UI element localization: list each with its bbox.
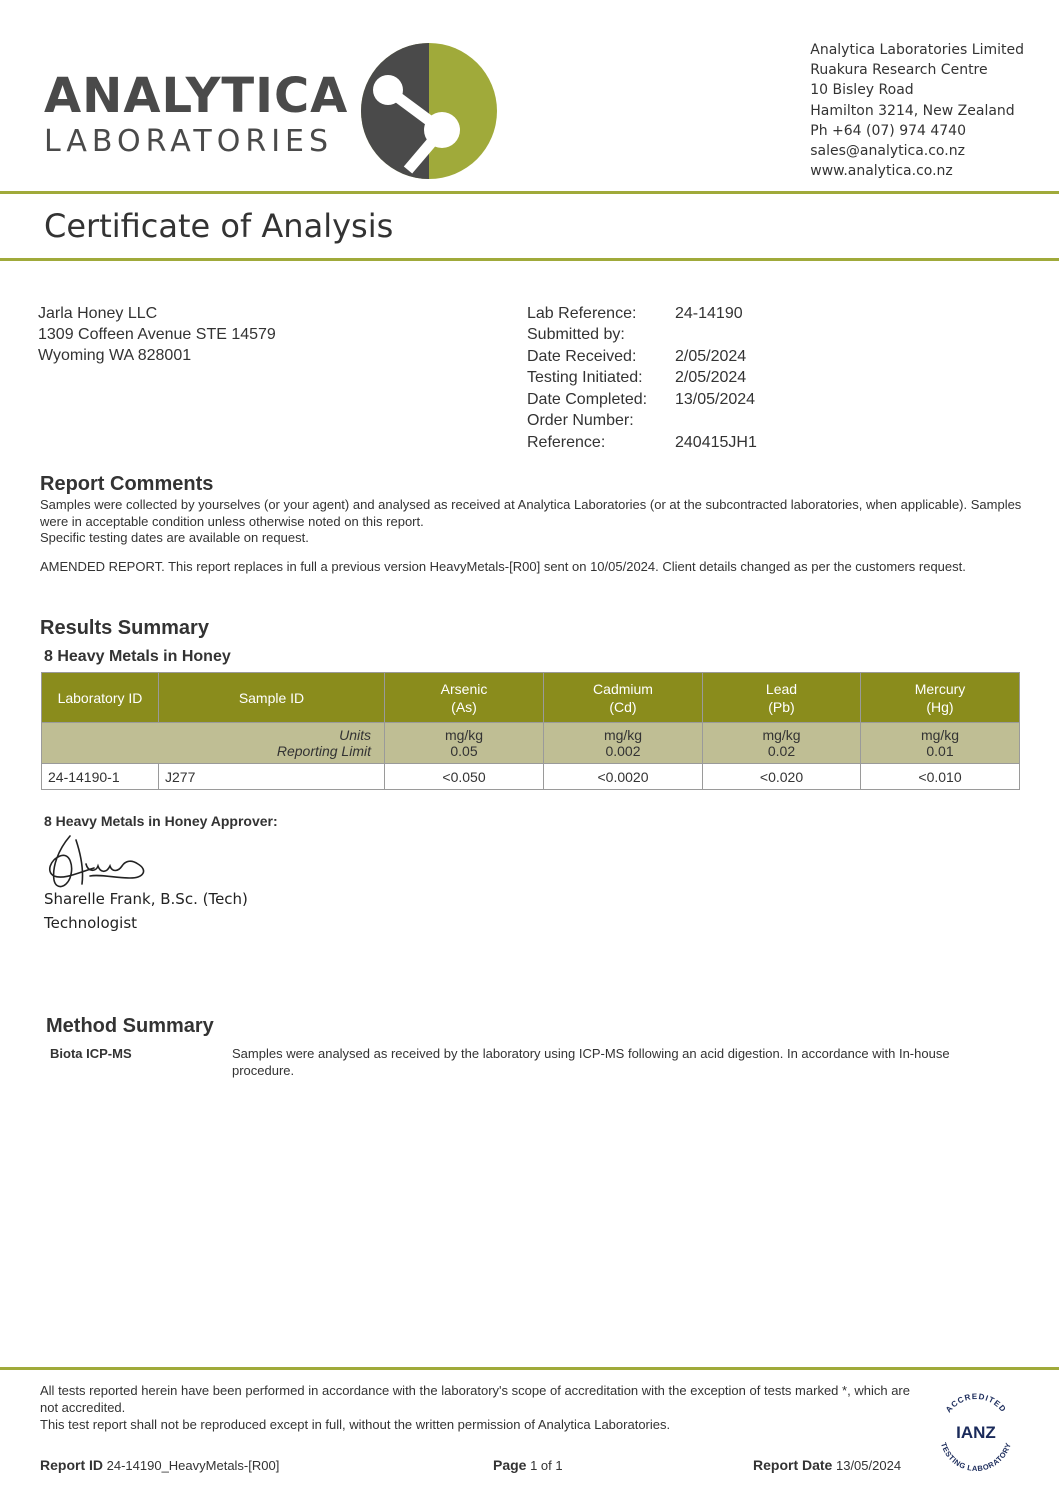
col-header-lab-id: Laboratory ID xyxy=(42,673,159,723)
page-title: Certificate of Analysis xyxy=(44,207,394,245)
cell-sample-id: J277 xyxy=(159,764,385,790)
results-heading: Results Summary xyxy=(40,617,209,639)
approver-heading: 8 Heavy Metals in Honey Approver: xyxy=(44,813,278,829)
report-id-label: Report ID xyxy=(40,1457,103,1473)
lab-info-label: Reference: xyxy=(527,433,606,451)
lab-info-label: Date Received: xyxy=(527,347,637,365)
unit-limit-cell xyxy=(703,723,861,764)
lab-info-label: Date Completed: xyxy=(527,390,648,408)
address-line: Analytica Laboratories Limited xyxy=(810,42,1024,58)
col-header-analyte xyxy=(861,673,1020,723)
lab-info-label: Order Number: xyxy=(527,412,634,430)
logo-molecule-icon xyxy=(358,40,500,182)
unit-limit-cell xyxy=(385,723,544,764)
reporting-limit-label: Reporting Limit xyxy=(276,743,371,759)
address-line: 10 Bisley Road xyxy=(810,82,914,99)
svg-text:TESTING LABORATORY xyxy=(939,1441,1013,1473)
reporting-limit: 0.01 xyxy=(926,743,954,759)
col-header-analyte xyxy=(703,673,861,723)
approver-role: Technologist xyxy=(44,914,138,932)
comment-paragraph: Specific testing dates are available on request. xyxy=(40,530,309,545)
report-comments-body xyxy=(40,497,1025,547)
disclaimer-line: All tests reported herein have been performed in accordance with the laboratory's scope of accreditation with the exception of tests marked *, which are not accredited. xyxy=(40,1383,910,1415)
svg-text:ACCREDITED xyxy=(944,1392,1008,1414)
reporting-limit: 0.02 xyxy=(767,743,796,759)
analyte-symbol: (As) xyxy=(451,698,477,715)
analyte-name: Cadmium xyxy=(593,680,653,697)
analyte-name: Mercury xyxy=(914,680,966,697)
report-date-label: Report Date xyxy=(753,1457,833,1473)
lab-info-row xyxy=(527,368,757,390)
address-line: Ruakura Research Centre xyxy=(810,62,988,79)
method-heading: Method Summary xyxy=(46,1015,214,1037)
ianz-accreditation-badge-icon xyxy=(928,1383,1024,1479)
unit-limit-cell xyxy=(861,723,1020,764)
analyte-name: Arsenic xyxy=(440,680,488,697)
footer-disclaimer xyxy=(40,1382,910,1433)
results-table xyxy=(41,672,1020,790)
unit: mg/kg xyxy=(603,727,643,743)
analyte-name: Lead xyxy=(765,680,798,697)
address-website: www.analytica.co.nz xyxy=(810,163,953,180)
address-phone: Ph +64 (07) 974 4740 xyxy=(810,122,966,139)
units-label: Units xyxy=(339,727,371,743)
col-header-sample-id: Sample ID xyxy=(159,673,385,723)
client-address xyxy=(38,303,276,366)
lab-info-row xyxy=(527,303,757,325)
results-subheading: 8 Heavy Metals in Honey xyxy=(44,648,231,665)
reporting-limit: 0.05 xyxy=(450,743,478,759)
lab-info-row xyxy=(527,411,757,433)
approver-name: Sharelle Frank, B.Sc. (Tech) xyxy=(44,890,248,908)
lab-info-label: Submitted by: xyxy=(527,326,625,344)
analyte-symbol: (Hg) xyxy=(926,698,954,715)
signature-image xyxy=(40,832,152,894)
units-label-cell xyxy=(42,723,385,764)
title-divider xyxy=(0,258,1059,261)
company-address xyxy=(810,40,1024,181)
address-line: Hamilton 3214, New Zealand xyxy=(810,102,1015,119)
logo-subwordmark: LABORATORIES xyxy=(44,124,334,159)
badge-top-text: ACCREDITED xyxy=(943,1391,1009,1415)
analyte-symbol: (Cd) xyxy=(609,698,637,715)
report-date xyxy=(753,1457,901,1473)
report-date-value: 13/05/2024 xyxy=(835,1458,902,1473)
page-number xyxy=(493,1457,563,1473)
cell-result: <0.050 xyxy=(385,764,544,790)
address-email: sales@analytica.co.nz xyxy=(810,143,965,160)
unit: mg/kg xyxy=(444,727,484,743)
reporting-limit: 0.002 xyxy=(605,743,641,759)
lab-info-value: 2/05/2024 xyxy=(675,369,747,387)
lab-info-label: Testing Initiated: xyxy=(527,369,643,387)
page-value: 1 of 1 xyxy=(530,1458,563,1473)
amended-notice: AMENDED REPORT. This report replaces in full a previous version HeavyMetals-[R00] sent on 10/05/2024. Client details changed as per the customers request. xyxy=(40,559,966,574)
logo-wordmark: ANALYTICA xyxy=(44,68,349,124)
lab-info-value: 2/05/2024 xyxy=(675,347,747,365)
client-street: 1309 Coffeen Avenue STE 14579 xyxy=(38,326,276,343)
cell-lab-id: 24-14190-1 xyxy=(42,764,159,790)
lab-info-row xyxy=(527,432,757,454)
lab-info xyxy=(527,303,757,454)
lab-info-row xyxy=(527,346,757,368)
col-header-analyte xyxy=(385,673,544,723)
footer-divider xyxy=(0,1367,1059,1370)
table-row xyxy=(42,764,1020,790)
lab-info-value: 24-14190 xyxy=(675,304,743,322)
page-label: Page xyxy=(493,1457,527,1473)
report-comments-heading: Report Comments xyxy=(40,473,214,495)
disclaimer-line: This test report shall not be reproduced except in full, without the written permission of Analytica Laboratories. xyxy=(40,1417,671,1432)
col-header-analyte xyxy=(544,673,703,723)
report-id xyxy=(40,1457,279,1473)
badge-bottom-text: TESTING LABORATORY xyxy=(939,1441,1013,1474)
unit: mg/kg xyxy=(762,727,801,743)
client-city: Wyoming WA 828001 xyxy=(38,347,192,364)
lab-info-value: 240415JH1 xyxy=(675,433,757,451)
header-divider xyxy=(0,191,1059,194)
method-description: Samples were analysed as received by the laboratory using ICP-MS following an acid digestion. In accordance with In-house procedure. xyxy=(232,1046,950,1078)
lab-info-row xyxy=(527,389,757,411)
cell-result: <0.0020 xyxy=(544,764,703,790)
comment-paragraph: Samples were collected by yourselves (or your agent) and analysed as received at Analytica Laboratories (or at the subcontracted laboratories, when applicable). Samples were in acceptable condition unless otherwise noted on this report. xyxy=(40,497,1022,529)
unit: mg/kg xyxy=(920,727,960,743)
cell-result: <0.020 xyxy=(703,764,861,790)
report-id-value: 24-14190_HeavyMetals-[R00] xyxy=(106,1458,280,1473)
analyte-symbol: (Pb) xyxy=(768,698,795,715)
lab-info-value: 13/05/2024 xyxy=(675,390,756,408)
cell-result: <0.010 xyxy=(861,764,1020,790)
unit-limit-cell xyxy=(544,723,703,764)
method-name: Biota ICP-MS xyxy=(50,1046,132,1061)
badge-mid-text: IANZ xyxy=(956,1423,996,1442)
lab-info-label: Lab Reference: xyxy=(527,304,637,322)
lab-info-row xyxy=(527,325,757,347)
client-name: Jarla Honey LLC xyxy=(38,305,158,322)
